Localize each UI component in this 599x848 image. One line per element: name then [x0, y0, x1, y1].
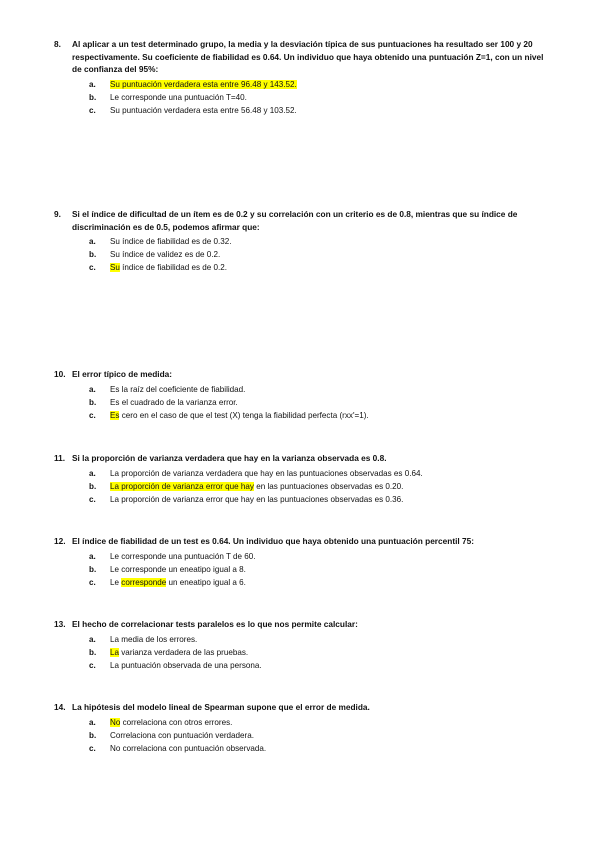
option-letter: b. — [89, 647, 97, 657]
option-letter: b. — [89, 250, 97, 259]
option-letter: c. — [89, 660, 96, 670]
option-letter: b. — [89, 481, 97, 491]
option-text: Le corresponde una puntuación T de 60. — [110, 551, 256, 561]
options-list — [54, 716, 554, 755]
option-letter: a. — [89, 634, 96, 644]
option-a[interactable] — [54, 78, 554, 91]
option-a[interactable] — [54, 383, 554, 396]
question-stem: El hecho de correlacionar tests paralelos es lo que nos permite calcular: — [72, 619, 358, 629]
option-text: Su puntuación verdadera esta entre 56.48 y 103.52. — [110, 105, 297, 115]
question-number: 10. — [54, 369, 66, 379]
question-number: 11. — [54, 453, 66, 463]
option-c[interactable] — [54, 659, 554, 672]
option-letter: c. — [89, 494, 96, 504]
option-text: Le corresponde una puntuación T=40. — [110, 92, 247, 102]
question-number: 13. — [54, 619, 66, 629]
option-text: Correlaciona con puntuación verdadera. — [110, 730, 254, 740]
option-a[interactable] — [54, 633, 554, 646]
option-a[interactable] — [54, 716, 554, 729]
option-letter: a. — [89, 237, 96, 246]
question-11 — [54, 452, 554, 506]
option-letter: a. — [89, 79, 96, 89]
options-list — [54, 383, 554, 422]
options-list — [54, 550, 554, 589]
option-letter: c. — [89, 577, 96, 587]
option-text: No correlaciona con puntuación observada. — [110, 743, 267, 753]
question-stem: La hipótesis del modelo lineal de Spearman supone que el error de medida. — [72, 702, 370, 712]
question-14 — [54, 701, 554, 755]
option-a[interactable] — [54, 467, 554, 480]
option-a[interactable] — [54, 235, 554, 248]
highlighted-text: Es — [110, 410, 120, 420]
option-text: Su índice de fiabilidad es de 0.32. — [110, 237, 232, 246]
option-b[interactable] — [54, 563, 554, 576]
question-stem: Si el índice de dificultad de un ítem es de 0.2 y su correlación con un criterio es de 0.8, mientras que su índice de discriminación es de 0.5, podemos afirmar que: — [72, 209, 518, 232]
option-b[interactable] — [54, 729, 554, 742]
highlighted-text: Su — [110, 263, 120, 272]
option-text: un eneatipo igual a 6. — [166, 577, 246, 587]
option-text: correlaciona con otros errores. — [120, 717, 233, 727]
option-c[interactable] — [54, 493, 554, 506]
option-letter: b. — [89, 564, 97, 574]
option-c[interactable] — [54, 409, 554, 422]
highlighted-text: La — [110, 647, 120, 657]
option-text: Le — [110, 577, 122, 587]
question-number: 9. — [54, 209, 61, 219]
option-b[interactable] — [54, 91, 554, 104]
options-list — [54, 633, 554, 672]
option-text: La proporción de varianza verdadera que hay en las puntuaciones observadas es 0.64. — [110, 468, 423, 478]
highlighted-text: No — [110, 717, 121, 727]
question-stem: El error típico de medida: — [72, 369, 173, 379]
option-text: Le corresponde un eneatipo igual a 8. — [110, 564, 246, 574]
option-letter: c. — [89, 743, 96, 753]
option-text: Es el cuadrado de la varianza error. — [110, 397, 238, 407]
option-b[interactable] — [54, 480, 554, 493]
option-letter: b. — [89, 397, 97, 407]
option-text: cero en el caso de que el test (X) tenga la fiabilidad perfecta (rxx'=1). — [119, 410, 369, 420]
question-number: 14. — [54, 702, 66, 712]
option-text: en las puntuaciones observadas es 0.20. — [253, 481, 404, 491]
option-c[interactable] — [54, 104, 554, 117]
question-stem: Al aplicar a un test determinado grupo, la media y la desviación típica de sus puntuaciones ha resultado ser 100 y 20 respectivamente. Su coeficiente de fiabilidad es 0.64. Un individuo que haya obtenido una puntuación Z=1, con un nivel de confianza del 95%: — [72, 39, 544, 74]
question-number: 12. — [54, 536, 66, 546]
option-text: Su índice de validez es de 0.2. — [110, 250, 221, 259]
options-list — [54, 467, 554, 506]
option-c[interactable] — [54, 261, 554, 274]
option-letter: b. — [89, 730, 97, 740]
highlighted-text: La proporción de varianza error que hay — [110, 481, 254, 491]
option-letter: a. — [89, 717, 96, 727]
question-8 — [54, 38, 554, 117]
option-b[interactable] — [54, 646, 554, 659]
option-letter: a. — [89, 468, 96, 478]
highlighted-text: Su puntuación verdadera esta entre 96.48 y 143.52. — [110, 79, 297, 89]
question-number: 8. — [54, 39, 61, 49]
option-letter: c. — [89, 410, 96, 420]
question-10 — [54, 368, 554, 422]
option-b[interactable] — [54, 396, 554, 409]
question-9 — [54, 208, 554, 274]
question-13 — [54, 618, 554, 672]
option-c[interactable] — [54, 576, 554, 589]
option-text: Es la raíz del coeficiente de fiabilidad. — [110, 384, 246, 394]
highlighted-text: corresponde — [121, 577, 167, 587]
option-letter: a. — [89, 551, 96, 561]
option-text: La media de los errores. — [110, 634, 198, 644]
question-12 — [54, 535, 554, 589]
option-letter: a. — [89, 384, 96, 394]
option-c[interactable] — [54, 742, 554, 755]
option-text: índice de fiabilidad es de 0.2. — [119, 263, 227, 272]
options-list — [54, 235, 554, 274]
option-text: varianza verdadera de las pruebas. — [119, 647, 249, 657]
option-a[interactable] — [54, 550, 554, 563]
option-letter: c. — [89, 105, 96, 115]
option-text: La proporción de varianza error que hay en las puntuaciones observadas es 0.36. — [110, 494, 404, 504]
options-list — [54, 78, 554, 117]
question-stem: El índice de fiabilidad de un test es 0.64. Un individuo que haya obtenido una puntuación percentil 75: — [72, 536, 474, 546]
option-letter: c. — [89, 263, 96, 272]
option-text: La puntuación observada de una persona. — [110, 660, 262, 670]
question-stem: Si la proporción de varianza verdadera que hay en la varianza observada es 0.8. — [72, 453, 387, 463]
option-letter: b. — [89, 92, 97, 102]
option-b[interactable] — [54, 248, 554, 261]
